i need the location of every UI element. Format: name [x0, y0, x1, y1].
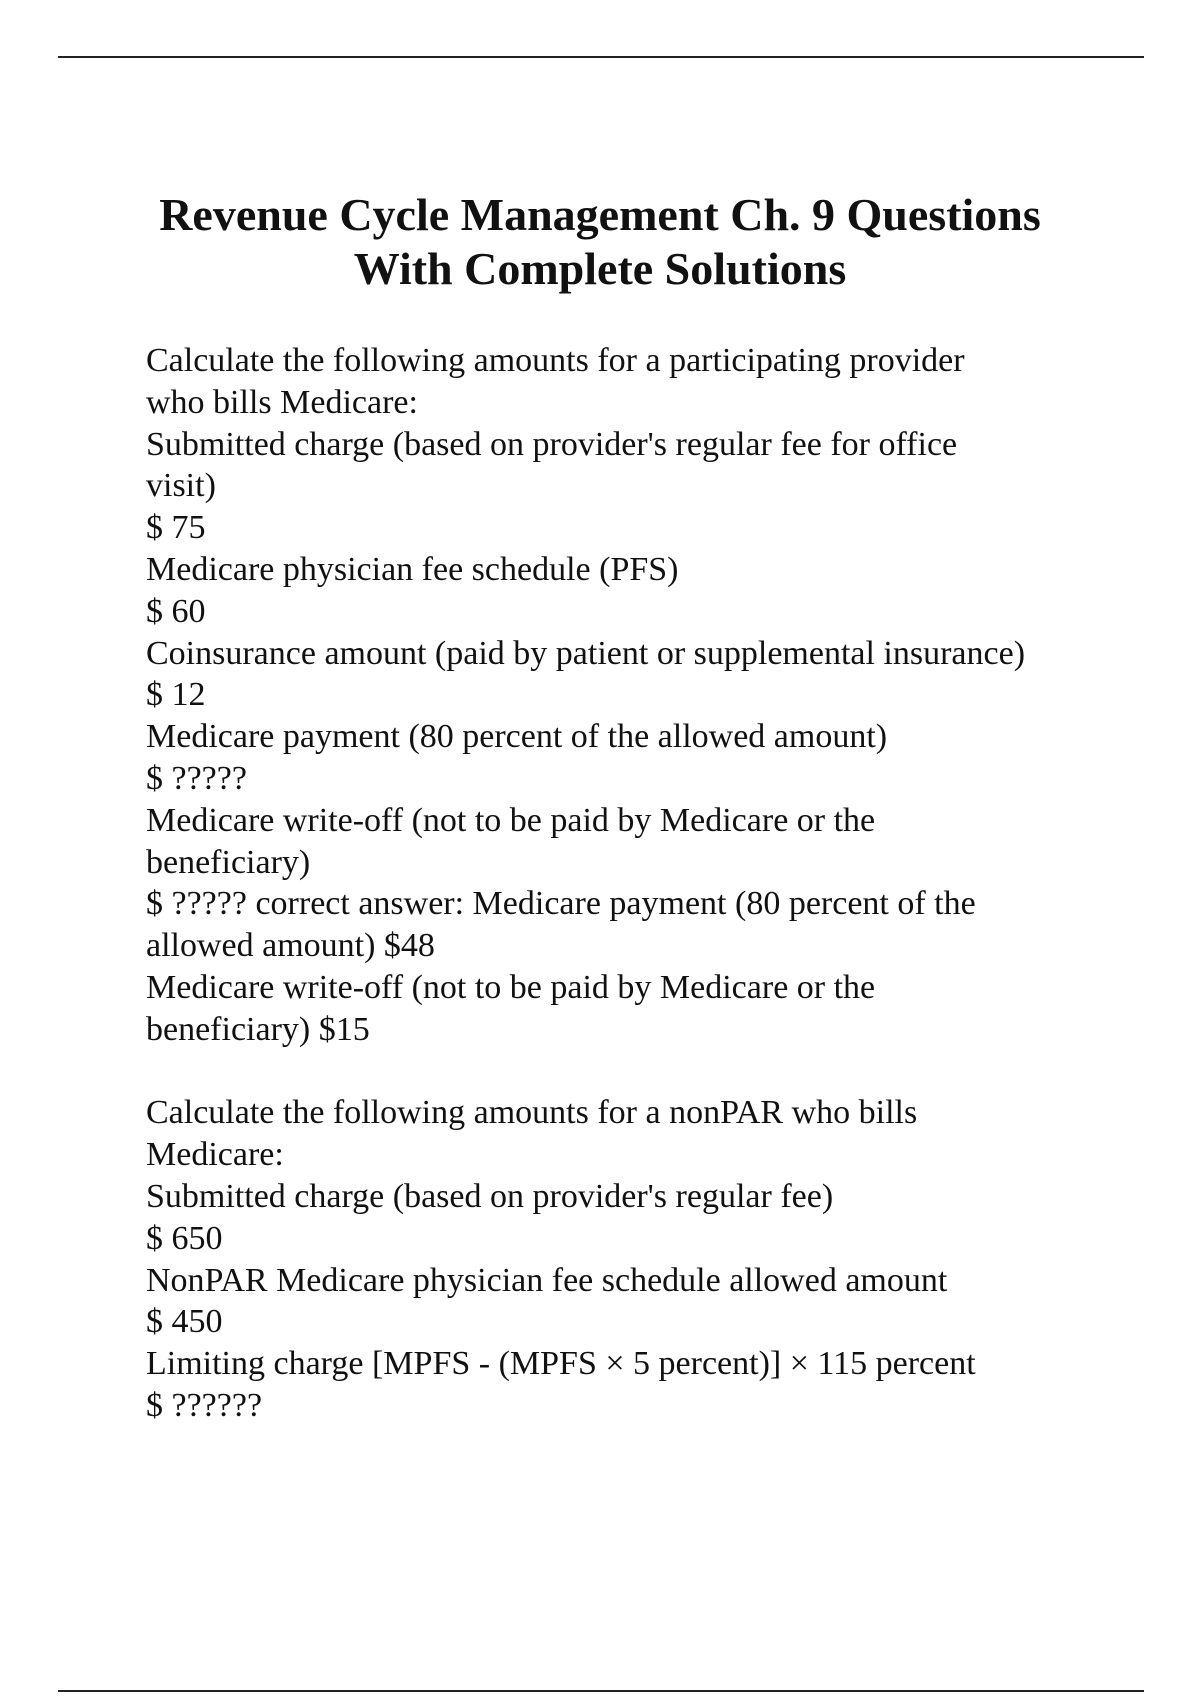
- text-line: $ 12: [146, 676, 206, 714]
- text-line: NonPAR Medicare physician fee schedule allowed amount: [146, 1261, 948, 1299]
- text-line: Medicare:: [146, 1136, 284, 1174]
- title-line-2: With Complete Solutions: [353, 243, 847, 294]
- text-line: $ ??????: [146, 1386, 263, 1424]
- text-line: $ ?????: [146, 759, 247, 797]
- text-line: visit): [146, 467, 216, 505]
- answer-line: beneficiary) $15: [146, 1010, 370, 1048]
- text-line: Medicare write-off (not to be paid by Medicare or the: [146, 801, 876, 839]
- document-body: [146, 340, 1146, 1427]
- text-line: Coinsurance amount (paid by patient or supplemental insurance): [146, 634, 1026, 672]
- document-title: [0, 188, 1200, 296]
- text-line: $ 75: [146, 509, 206, 547]
- text-line: Medicare physician fee schedule (PFS): [146, 550, 679, 588]
- text-line: Calculate the following amounts for a participating provider: [146, 342, 965, 379]
- text-line: Limiting charge [MPFS - (MPFS × 5 percent)] × 115 percent: [146, 1345, 976, 1383]
- title-line-1: Revenue Cycle Management Ch. 9 Questions: [159, 189, 1041, 240]
- answer-line: $ ????? correct answer: Medicare payment (80 percent of the: [146, 885, 976, 923]
- text-line: Calculate the following amounts for a nonPAR who bills: [146, 1094, 918, 1132]
- top-divider: [58, 56, 1144, 58]
- paragraph-gap: [146, 1051, 1146, 1093]
- text-line: $ 60: [146, 592, 206, 630]
- text-line: who bills Medicare:: [146, 383, 418, 421]
- text-line: Medicare payment (80 percent of the allowed amount): [146, 718, 888, 756]
- answer-line: allowed amount) $48: [146, 927, 435, 965]
- text-line: beneficiary): [146, 843, 311, 881]
- text-line: Submitted charge (based on provider's regular fee): [146, 1177, 834, 1215]
- question-block-nonpar: [146, 1092, 1146, 1426]
- bottom-divider: [58, 1690, 1144, 1692]
- text-line: $ 650: [146, 1219, 223, 1257]
- question-block-par: [146, 340, 1146, 1051]
- text-line: Submitted charge (based on provider's regular fee for office: [146, 425, 958, 463]
- answer-line: Medicare write-off (not to be paid by Medicare or the: [146, 968, 876, 1006]
- text-line: $ 450: [146, 1303, 223, 1341]
